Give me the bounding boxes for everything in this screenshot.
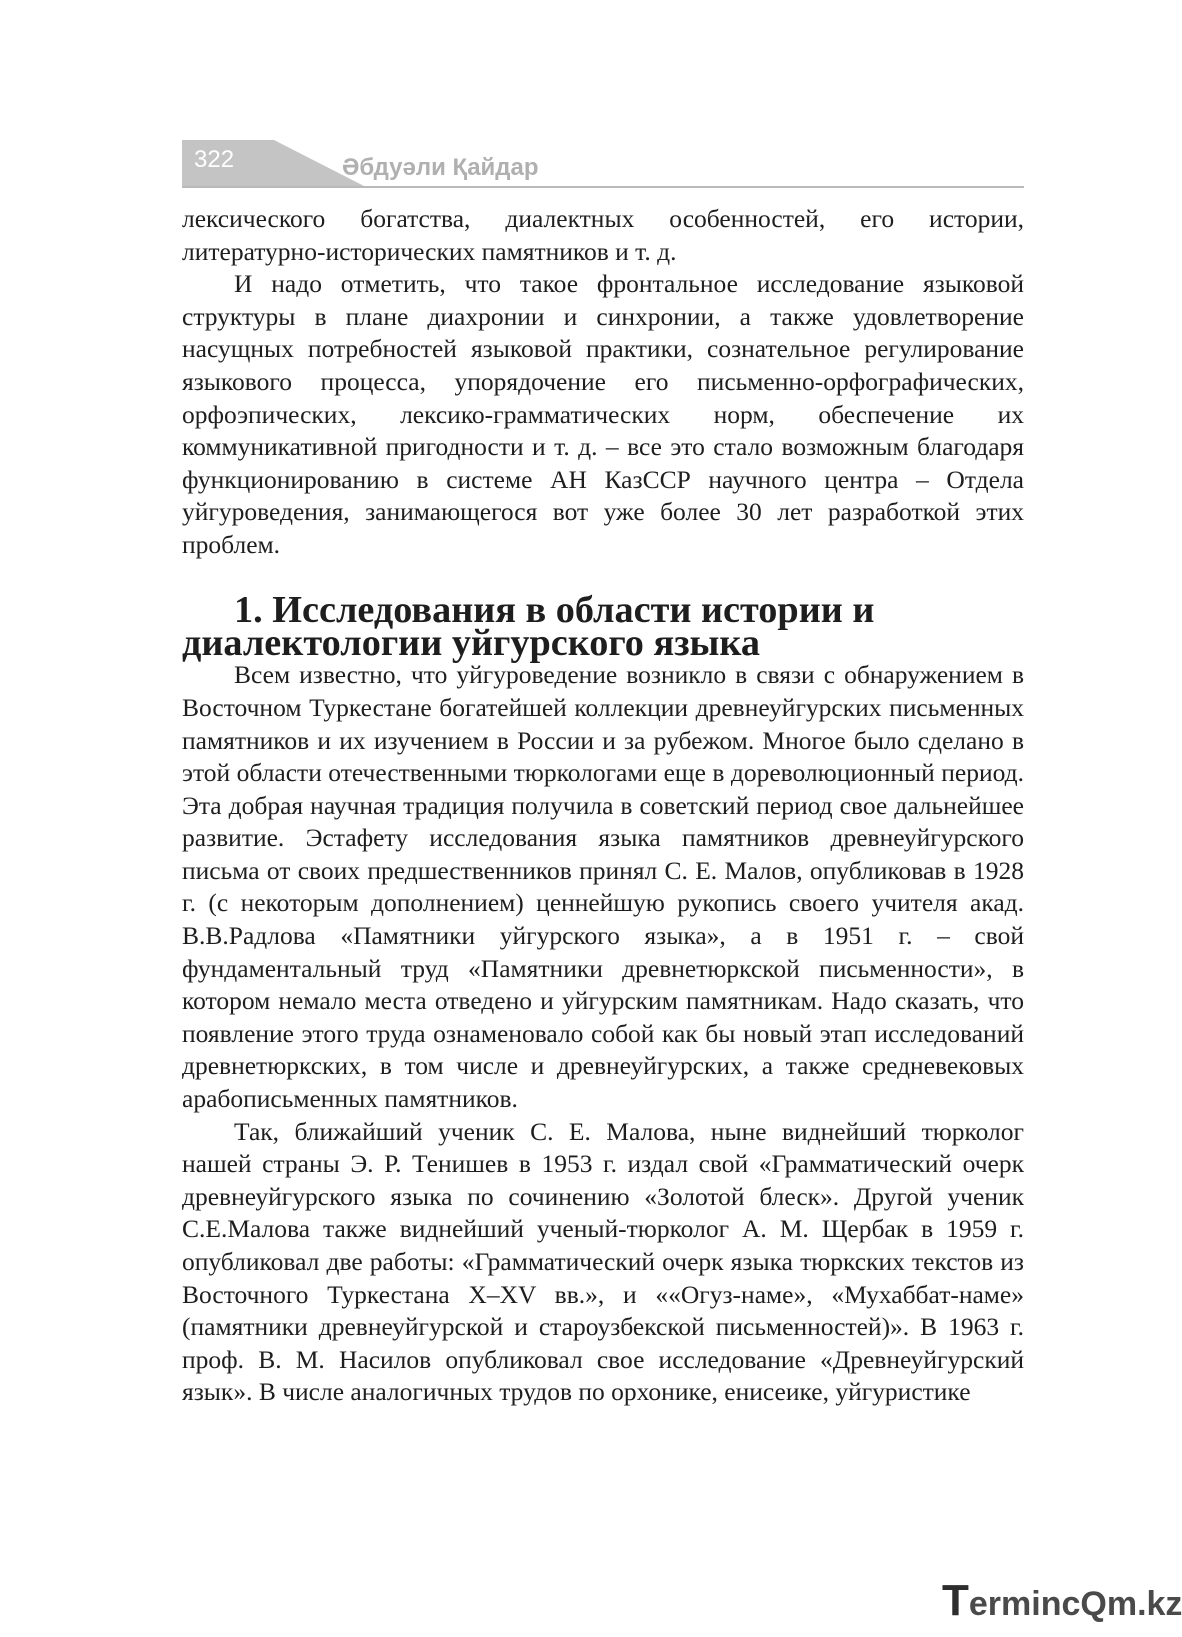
page-number: 322 (194, 146, 235, 173)
page-header (182, 140, 1024, 190)
page-body (182, 203, 1024, 1409)
running-head-author: Әбдуәли Қайдар (342, 154, 539, 181)
watermark-tail: m.kz (1106, 1585, 1182, 1623)
section-heading: 1. Исследования в области истории и диалектологии уйгурского языка (182, 589, 875, 664)
termincom-watermark-logo (942, 1576, 1182, 1626)
paragraph: Всем известно, что уйгуроведение возникло в связи с обнаружением в Восточном Туркестане богатейшей коллекции древнеуйгурских письменных памятников и их изучением в России и за рубежом. Многое было сделано в этой области отечественными тюркологами еще в дореволюционный период. Эта добрая научная традиция получила в советский период свое дальнейшее развитие. Эстафету исследования языка памятников древнеуйгурского письма от своих предшественников принял С. Е. Малов, опубликовав в 1928 г. (с некоторым дополнением) ценнейшую рукопись своего учителя акад. В.В.Радлова «Памятники уйгурского языка», а в 1951 г. – свой фундаментальный труд «Памятники древнетюркской письменности», в котором немало места отведено и уйгурским памятникам. Надо сказать, что появление этого труда ознаменовало собой как бы новый этап исследований древнетюркских, в том числе и древнеуйгурских, а также средневековых арабописьменных памятников. (182, 660, 1024, 1114)
paragraph-continuation: лексического богатства, диалектных особенностей, его истории, литературно-исторических памятников и т. д. (182, 204, 1024, 266)
paragraph: Так, ближайший ученик С. Е. Малова, ныне виднейший тюрколог нашей страны Э. Р. Тенишев в 1953 г. издал свой «Грамматический очерк древнеуйгурского языка по сочинению «Золотой блеск». Другой ученик С.Е.Малова также виднейший ученый-тюрколог А. М. Щербак в 1959 г. опубликовал две работы: «Грамматический очерк языка тюркских текстов из Восточного Туркестана X–XV вв.», и ««Огуз-наме», «Мухаббат-наме» (памятники древнеуйгурской и староузбекской письменностей)». В 1963 г. проф. В. М. Насилов опубликовал свое исследование «Древнеуйгурский язык». В числе аналогичных трудов по орхонике, енисеике, уйгуристике (182, 1116, 1024, 1407)
watermark-first-letter: T (942, 1576, 969, 1625)
header-divider (182, 186, 1024, 188)
watermark-o-letter: Q (1080, 1585, 1107, 1623)
watermark-text: erminc (968, 1585, 1081, 1623)
paragraph: И надо отметить, что такое фронтальное исследование языковой структуры в плане диахронии и синхронии, а также удовлетворение насущных потребностей языковой практики, сознательное регулирование языкового процесса, упорядочение его письменно-орфографических, орфоэпических, лексико-грамматических норм, обеспечение их коммуникативной пригодности и т. д. – все это стало возможным благодаря функционированию в системе АН КазССР научного центра – Отдела уйгуроведения, занимающегося вот уже более 30 лет разработкой этих проблем. (182, 269, 1024, 559)
